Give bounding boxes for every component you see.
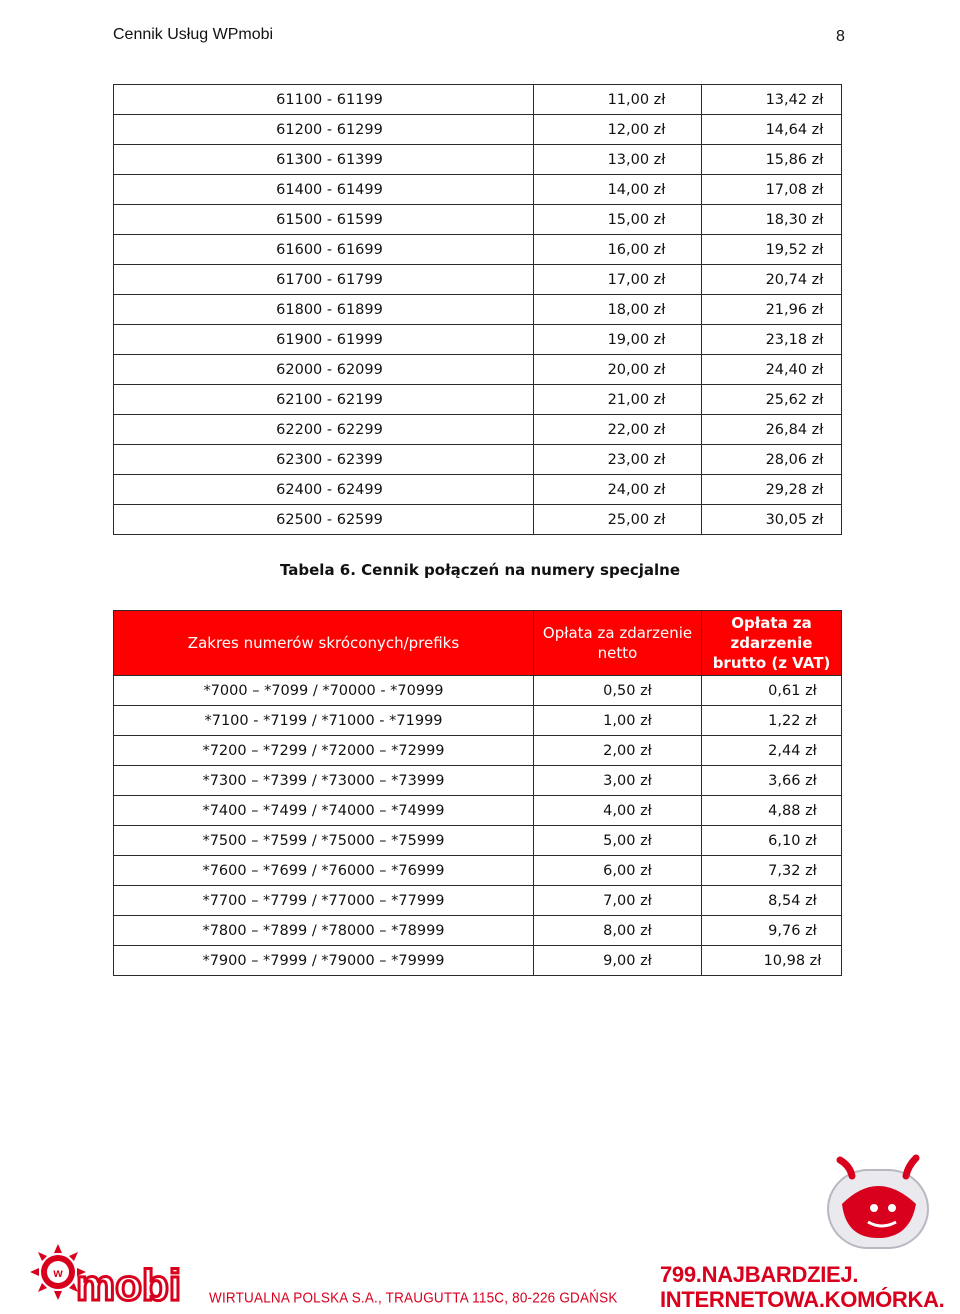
table-row <box>114 445 842 475</box>
net-price-cell: 7,00 zł <box>534 886 702 916</box>
net-price-cell: 12,00 zł <box>534 115 702 145</box>
table-row <box>114 736 842 766</box>
number-range-cell: 61800 - 61899 <box>114 295 534 325</box>
net-price-cell: 21,00 zł <box>534 385 702 415</box>
net-price-cell: 11,00 zł <box>534 85 702 115</box>
gross-price-cell: 0,61 zł <box>702 676 842 706</box>
gross-price-cell: 4,88 zł <box>702 796 842 826</box>
net-price-cell: 17,00 zł <box>534 265 702 295</box>
net-price-cell: 14,00 zł <box>534 175 702 205</box>
gross-price-cell: 17,08 zł <box>702 175 842 205</box>
table-row <box>114 265 842 295</box>
table-row <box>114 175 842 205</box>
net-price-cell: 24,00 zł <box>534 475 702 505</box>
table-row <box>114 916 842 946</box>
table-row <box>114 676 842 706</box>
gross-price-cell: 13,42 zł <box>702 85 842 115</box>
table-row <box>114 85 842 115</box>
gross-price-cell: 24,40 zł <box>702 355 842 385</box>
gross-price-cell: 23,18 zł <box>702 325 842 355</box>
number-range-cell: *7900 – *7999 / *79000 – *79999 <box>114 946 534 976</box>
table-row <box>114 766 842 796</box>
table-row <box>114 505 842 535</box>
page-number: 8 <box>836 28 845 45</box>
gross-price-cell: 9,76 zł <box>702 916 842 946</box>
slogan <box>660 1262 950 1312</box>
net-price-cell: 4,00 zł <box>534 796 702 826</box>
gross-price-cell: 14,64 zł <box>702 115 842 145</box>
svg-text:w: w <box>53 1266 63 1280</box>
gross-price-cell: 3,66 zł <box>702 766 842 796</box>
net-price-cell: 6,00 zł <box>534 856 702 886</box>
number-range-cell: 62200 - 62299 <box>114 415 534 445</box>
table-row <box>114 205 842 235</box>
net-price-cell: 8,00 zł <box>534 916 702 946</box>
gross-price-cell: 25,62 zł <box>702 385 842 415</box>
net-price-cell: 1,00 zł <box>534 706 702 736</box>
gross-price-cell: 28,06 zł <box>702 445 842 475</box>
table-row <box>114 355 842 385</box>
number-range-cell: *7300 – *7399 / *73000 – *73999 <box>114 766 534 796</box>
net-price-cell: 19,00 zł <box>534 325 702 355</box>
logo-wordmark: mobi <box>76 1261 182 1308</box>
gross-price-cell: 2,44 zł <box>702 736 842 766</box>
number-range-cell: 62000 - 62099 <box>114 355 534 385</box>
number-range-cell: *7400 – *7499 / *74000 – *74999 <box>114 796 534 826</box>
number-range-cell: 62400 - 62499 <box>114 475 534 505</box>
net-price-cell: 0,50 zł <box>534 676 702 706</box>
net-price-cell: 9,00 zł <box>534 946 702 976</box>
net-price-cell: 16,00 zł <box>534 235 702 265</box>
number-range-price-table <box>113 84 842 535</box>
gross-price-cell: 7,32 zł <box>702 856 842 886</box>
net-price-cell: 20,00 zł <box>534 355 702 385</box>
number-range-cell: *7800 – *7899 / *78000 – *78999 <box>114 916 534 946</box>
net-price-cell: 13,00 zł <box>534 145 702 175</box>
gross-price-cell: 21,96 zł <box>702 295 842 325</box>
header-gross-fee: Opłata za zdarzenie brutto (z VAT) <box>702 611 842 676</box>
number-range-cell: 61100 - 61199 <box>114 85 534 115</box>
gross-price-cell: 19,52 zł <box>702 235 842 265</box>
gross-price-cell: 6,10 zł <box>702 826 842 856</box>
table-row <box>114 946 842 976</box>
table-header-row <box>114 611 842 676</box>
number-range-cell: 62300 - 62399 <box>114 445 534 475</box>
gross-price-cell: 1,22 zł <box>702 706 842 736</box>
number-range-cell: 61700 - 61799 <box>114 265 534 295</box>
gross-price-cell: 10,98 zł <box>702 946 842 976</box>
table-row <box>114 475 842 505</box>
gross-price-cell: 26,84 zł <box>702 415 842 445</box>
table-row <box>114 415 842 445</box>
number-range-cell: 61200 - 61299 <box>114 115 534 145</box>
net-price-cell: 18,00 zł <box>534 295 702 325</box>
number-range-cell: 61400 - 61499 <box>114 175 534 205</box>
header-number-range: Zakres numerów skróconych/prefiks <box>114 611 534 676</box>
special-numbers-price-table <box>113 610 842 976</box>
number-range-cell: 61600 - 61699 <box>114 235 534 265</box>
wp-mobi-logo-icon <box>22 1236 187 1308</box>
table-row <box>114 235 842 265</box>
table-row <box>114 295 842 325</box>
gross-price-cell: 29,28 zł <box>702 475 842 505</box>
slogan-line-1: 799.NAJBARDZIEJ. <box>660 1262 859 1287</box>
header-net-fee: Opłata za zdarzenie netto <box>534 611 702 676</box>
table-row <box>114 826 842 856</box>
gross-price-cell: 30,05 zł <box>702 505 842 535</box>
table-row <box>114 145 842 175</box>
table-caption: Tabela 6. Cennik połączeń na numery specjalne <box>279 561 681 579</box>
number-range-cell: *7600 – *7699 / *76000 – *76999 <box>114 856 534 886</box>
company-address: WIRTUALNA POLSKA S.A., TRAUGUTTA 115C, 80-226 GDAŃSK <box>209 1289 618 1306</box>
net-price-cell: 25,00 zł <box>534 505 702 535</box>
number-range-cell: 62500 - 62599 <box>114 505 534 535</box>
number-range-cell: 61900 - 61999 <box>114 325 534 355</box>
gross-price-cell: 18,30 zł <box>702 205 842 235</box>
number-range-cell: *7500 – *7599 / *75000 – *75999 <box>114 826 534 856</box>
mascot-character-icon <box>818 1152 938 1257</box>
table-row <box>114 706 842 736</box>
number-range-cell: 61500 - 61599 <box>114 205 534 235</box>
table-row <box>114 886 842 916</box>
number-range-cell: *7000 – *7099 / *70000 - *70999 <box>114 676 534 706</box>
net-price-cell: 3,00 zł <box>534 766 702 796</box>
number-range-cell: *7200 – *7299 / *72000 – *72999 <box>114 736 534 766</box>
table-row <box>114 325 842 355</box>
gross-price-cell: 20,74 zł <box>702 265 842 295</box>
table-row <box>114 385 842 415</box>
number-range-cell: 61300 - 61399 <box>114 145 534 175</box>
special-table-body <box>114 676 842 976</box>
net-price-cell: 15,00 zł <box>534 205 702 235</box>
gross-price-cell: 8,54 zł <box>702 886 842 916</box>
net-price-cell: 2,00 zł <box>534 736 702 766</box>
table-row <box>114 856 842 886</box>
gross-price-cell: 15,86 zł <box>702 145 842 175</box>
net-price-cell: 5,00 zł <box>534 826 702 856</box>
net-price-cell: 23,00 zł <box>534 445 702 475</box>
table-row <box>114 796 842 826</box>
slogan-line-2: INTERNETOWA.KOMÓRKA. <box>660 1287 945 1312</box>
document-header-title: Cennik Usług WPmobi <box>113 26 274 43</box>
number-range-cell: *7700 – *7799 / *77000 – *77999 <box>114 886 534 916</box>
table-row <box>114 115 842 145</box>
number-range-cell: *7100 - *7199 / *71000 - *71999 <box>114 706 534 736</box>
net-price-cell: 22,00 zł <box>534 415 702 445</box>
number-range-cell: 62100 - 62199 <box>114 385 534 415</box>
price-table-body <box>114 85 842 535</box>
